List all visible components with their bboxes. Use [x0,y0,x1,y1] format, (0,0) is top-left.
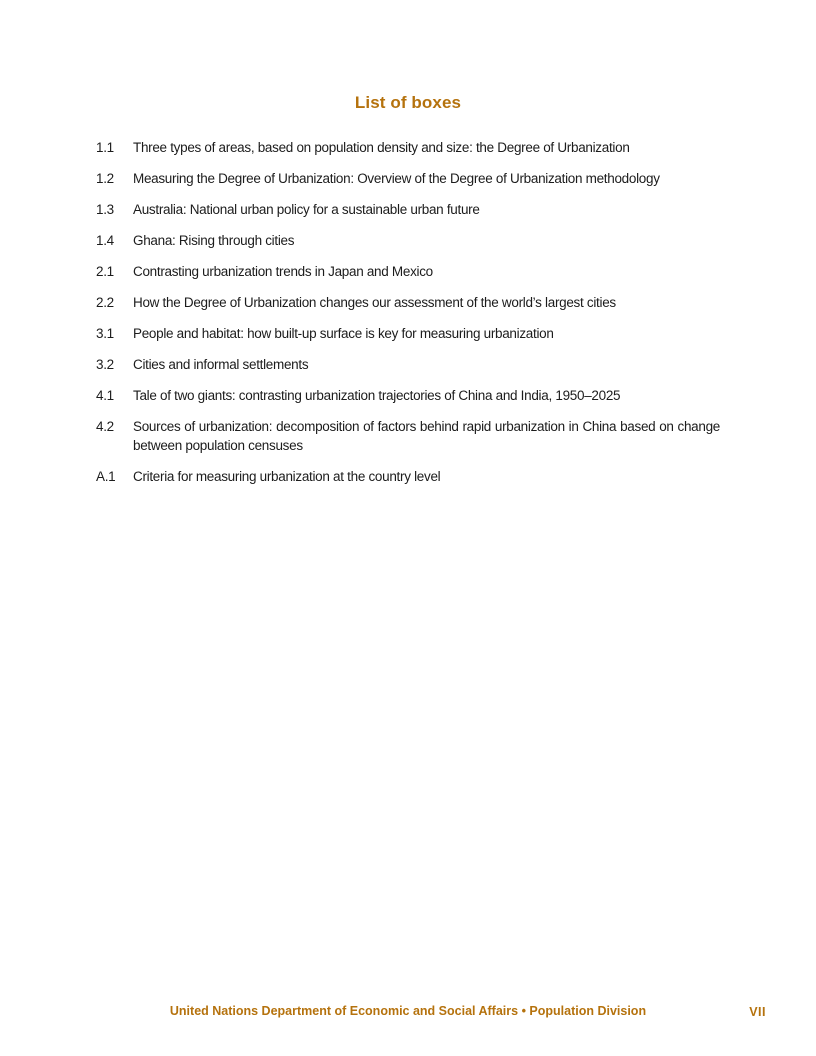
box-number: 1.2 [96,171,114,186]
box-number: 1.4 [96,233,114,248]
box-number: A.1 [96,469,116,484]
list-item [96,169,720,188]
box-title: Three types of areas, based on population density and size: the Degree of Urbanization [133,140,630,155]
box-title: How the Degree of Urbanization changes our assessment of the world’s largest cities [133,295,616,310]
box-number: 2.2 [96,295,114,310]
box-title: Australia: National urban policy for a sustainable urban future [133,202,480,217]
box-title: Criteria for measuring urbanization at the country level [133,469,441,484]
box-number: 3.1 [96,326,114,341]
footer-org-text: United Nations Department of Economic and Social Affairs • Population Division [169,1004,647,1018]
box-number: 3.2 [96,357,114,372]
list-item [96,262,720,281]
list-item [96,138,720,157]
page-number: VII [749,1005,766,1019]
list-item [96,293,720,312]
list-item [96,386,720,405]
list-item [96,200,720,219]
box-title: Sources of urbanization: decomposition of factors behind rapid urbanization in China based on change between population censuses [133,419,720,453]
box-title: Ghana: Rising through cities [133,233,295,248]
list-item [96,355,720,374]
box-number: 4.2 [96,419,114,434]
box-number: 4.1 [96,388,114,403]
box-number: 1.3 [96,202,114,217]
box-title: People and habitat: how built-up surface is key for measuring urbanization [133,326,554,341]
page-footer [0,1003,816,1023]
box-title: Cities and informal settlements [133,357,309,372]
list-of-boxes [0,138,816,486]
box-number: 2.1 [96,264,114,279]
page-title: List of boxes [354,93,462,112]
list-item [96,417,720,455]
box-title: Measuring the Degree of Urbanization: Overview of the Degree of Urbanization methodology [133,171,660,186]
box-number: 1.1 [96,140,114,155]
box-title: Tale of two giants: contrasting urbanization trajectories of China and India, 1950–2025 [133,388,621,403]
list-item [96,324,720,343]
list-item [96,231,720,250]
list-item [96,467,720,486]
box-title: Contrasting urbanization trends in Japan and Mexico [133,264,433,279]
